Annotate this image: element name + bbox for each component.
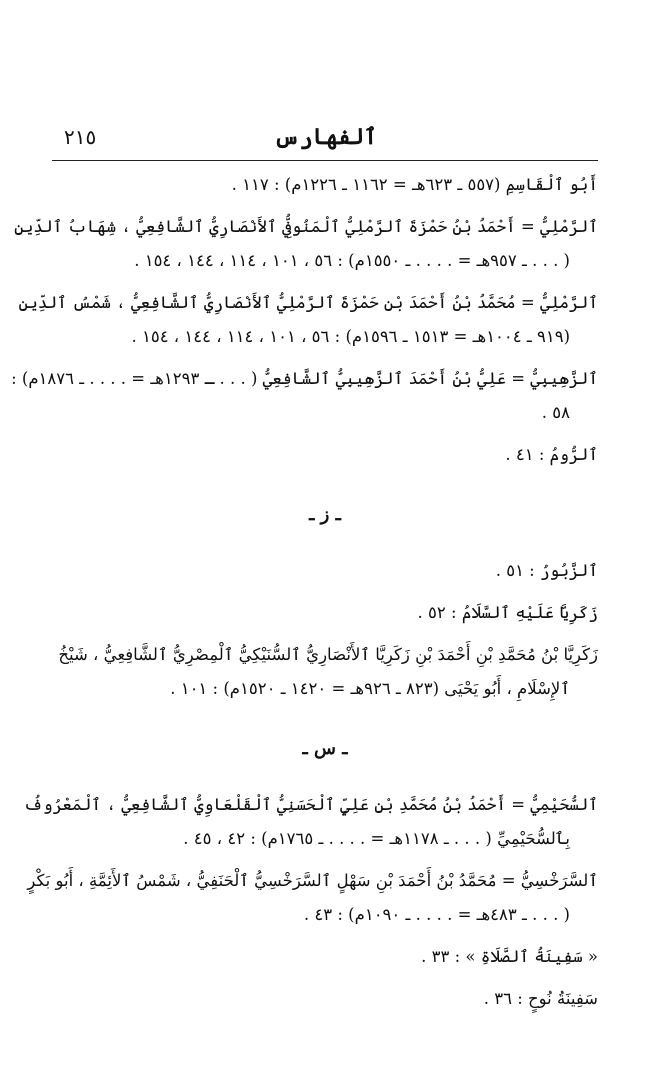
entry-text: « سَفِينَةُ ٱلصَّلَاةِ » : ٣٣ . [421,947,598,966]
entry-text: زَكَرِيَّا بْنُ مُحَمَّدِ بْنِ أَحْمَدَ بْنِ زَكَرِيَّا ٱلأَنْصَارِيُّ ٱلسُّنَيْكِيُّ ٱلْمِصْرِيُّ ٱلشَّافِعِيُّ ، شَيْخُ [58,645,598,664]
page-title: ٱلفهارس [273,124,378,150]
entry-text-continuation: ( . . . ـ ٩٥٧هـ = . . . . ـ ١٥٥٠م) : ٥٦ ، ١٠١ ، ١١٤ ، ١٤٤ ، ١٥٤ . [134,251,570,270]
entry-text-continuation: ٥٨ . [541,403,570,422]
section-heading-seen: ـ س ـ [302,738,348,759]
entry-text-continuation: (٩١٩ ـ ١٠٠٤هـ = ١٥١٣ ـ ١٥٩٦م) : ٥٦ ، ١٠١ ، ١١٤ ، ١٤٤ ، ١٥٤ . [131,327,570,346]
index-content [11,168,598,1024]
entries-group-a [11,168,598,472]
entries-group-seen [23,788,598,1016]
entry-text: أَبُو ٱلْقَاسِمِ (٥٥٧ ـ ٦٢٣هـ = ١١٦٢ ـ ١٢٢٦م) : ١١٧ . [231,175,598,194]
index-entry [27,864,598,932]
entry-text: ٱلزَّهِيبِيُّ = عَلِيُّ بْنُ أَحْمَدَ ٱلزَّهِيبِيُّ ٱلشَّافِعِيُّ ( . . . ـ ١٢٩٣هـ = . . . . ـ ١٨٧٦م) : [11,369,598,388]
index-entry [52,596,598,630]
index-entry [52,554,598,588]
section-heading-zay: ـ ز ـ [309,504,341,525]
entry-text: ٱلزَّبُورُ : ٥١ . [495,561,598,580]
entry-text-continuation: ٱلإِسْلَامِ ، أَبُو يَحْيَى (٨٢٣ ـ ٩٢٦هـ = ١٤٢٠ ـ ١٥٢٠م) : ١٠١ . [170,679,570,698]
entry-text: زَكَرِيَّا عَلَيْهِ ٱلسَّلَامُ : ٥٢ . [417,603,598,622]
page-number: ٢١٥ [64,125,97,149]
entry-text-continuation: ( . . . ـ ٤٨٣هـ = . . . . ـ ١٠٩٠م) : ٤٣ . [303,905,570,924]
entry-text: سَفِينَةُ نُوحٍ : ٣٦ . [483,989,598,1008]
entry-text: ٱلسُّحَيْمِيُّ = أَحْمَدُ بْنُ مُحَمَّدِ بْنِ عَلِيٍّ ٱلْحَسَنِيُّ ٱلْقَلْعَاوِيُّ ٱلشَّافِعِيُّ ، ٱلْمَعْرُوفُ [23,795,598,814]
index-entry [11,362,598,430]
entry-text: ٱلرَّمْلِيُّ = أَحْمَدُ بْنُ حَمْزَةَ ٱلرَّمْلِيُّ ٱلْمَنُوفِيُّ ٱلأَنْصَارِيُّ ٱلشَّافِعِيُّ ، شِهَابُ ٱلدِّينِ [14,217,598,236]
index-entry [52,638,598,706]
index-entry [52,940,598,974]
index-entry [52,438,598,472]
entry-text-continuation: بِٱلسُّحَيْمِيِّ ( . . . ـ ١١٧٨هـ = . . . . ـ ١٧٦٥م) : ٤٢ ، ٤٥ . [183,829,570,848]
index-entry [52,168,598,202]
entry-text: ٱلرَّمْلِيُّ = مُحَمَّدُ بْنُ أَحْمَدَ بْنِ حَمْزَةَ ٱلرَّمْلِيُّ ٱلأَنْصَارِيُّ ٱلشَّافِعِيُّ ، شَمْسُ ٱلدِّينِ [18,293,598,312]
index-entry [23,788,598,856]
entry-text: ٱلرُّومُ : ٤١ . [505,445,598,464]
entry-text: ٱلسَّرَخْسِيُّ = مُحَمَّدُ بْنُ أَحْمَدَ بْنِ سَهْلٍ ٱلسَّرَخْسِيُّ ٱلْحَنَفِيُّ ، شَمْسُ ٱلأَئِمَّةِ ، أَبُو بَكْرٍ [27,871,598,890]
index-entry [52,982,598,1016]
index-entry [18,286,598,354]
entries-group-zay [52,554,598,706]
index-entry [14,210,598,278]
header-divider [52,160,598,161]
